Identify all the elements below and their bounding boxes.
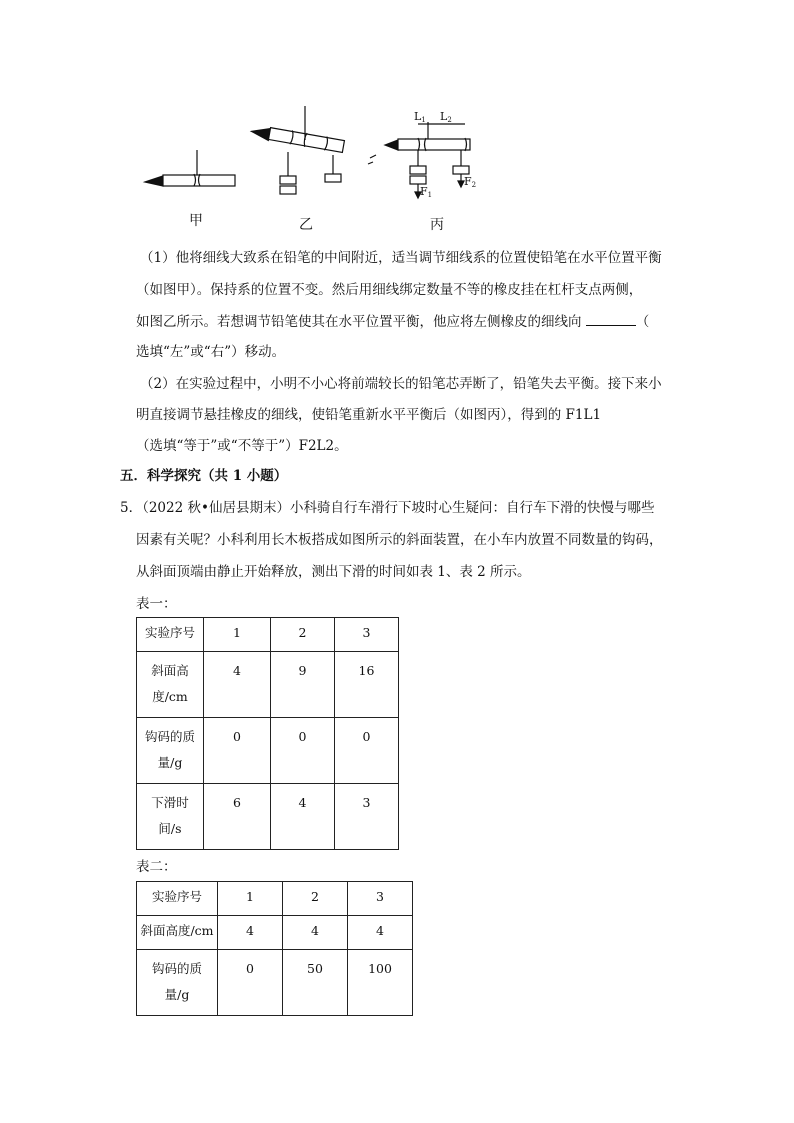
q4-part1-line3: 如图乙所示。若想调节铅笔使其在水平位置平衡，他应将左侧橡皮的细线向 （ <box>136 314 650 330</box>
table2 <box>136 881 413 1016</box>
caption-jia: 甲 <box>189 213 203 229</box>
table-row: 斜面高度/cm 4 4 4 <box>137 916 413 950</box>
table2-caption: 表二： <box>136 859 177 875</box>
q4-part2-line2: 明直接调节悬挂橡皮的细线，使铅笔重新水平平衡后（如图丙），得到的 F1L1 <box>136 407 602 423</box>
svg-text:L2: L2 <box>440 110 452 124</box>
svg-text:L1: L1 <box>414 110 426 124</box>
q4-part1-line2: （如图甲）。保持系的位置不变。然后用细线绑定数量不等的橡皮挂在杠杆支点两侧， <box>136 282 643 298</box>
q4-part1-line4: 选填“左”或“右”）移动。 <box>136 344 286 360</box>
table-row: 实验序号 1 2 3 <box>137 882 413 916</box>
q4-part2-line1: （2）在实验过程中，小明不小心将前端较长的铅笔芯弄断了，铅笔失去平衡。接下来小 <box>140 376 662 392</box>
table1-caption: 表一： <box>136 596 177 612</box>
q5-line2: 因素有关呢？小科利用长木板搭成如图所示的斜面装置，在小车内放置不同数量的钩码， <box>136 532 663 548</box>
caption-bing: 丙 <box>430 217 444 233</box>
table-row: 钩码的质量/g 0 0 0 <box>137 718 399 784</box>
table1 <box>136 617 399 850</box>
table-row: 下滑时间/s 6 4 3 <box>137 784 399 850</box>
caption-yi: 乙 <box>299 217 313 233</box>
table-row: 斜面高度/cm 4 9 16 <box>137 652 399 718</box>
q5-line3: 从斜面顶端由静止开始释放，测出下滑的时间如表 1、表 2 所示。 <box>136 564 531 580</box>
answer-blank[interactable] <box>586 313 636 326</box>
table-row: 实验序号 1 2 3 <box>137 618 399 652</box>
q4-part1-line1: （1）他将细线大致系在铅笔的中间附近，适当调节细线系的位置使铅笔在水平位置平衡 <box>140 250 662 266</box>
svg-text:F2: F2 <box>464 175 477 189</box>
q4-part2-line3: （选填“等于”或“不等于”）F2L2。 <box>136 438 348 454</box>
table-row: 钩码的质量/g 0 50 100 <box>137 950 413 1016</box>
section5-title: 五．科学探究（共 1 小题） <box>120 468 288 484</box>
svg-text:F1: F1 <box>420 185 433 199</box>
q5-line1: 5．（2022 秋•仙居县期末）小科骑自行车滑行下坡时心生疑问：自行车下滑的快慢与哪些 <box>120 500 655 516</box>
